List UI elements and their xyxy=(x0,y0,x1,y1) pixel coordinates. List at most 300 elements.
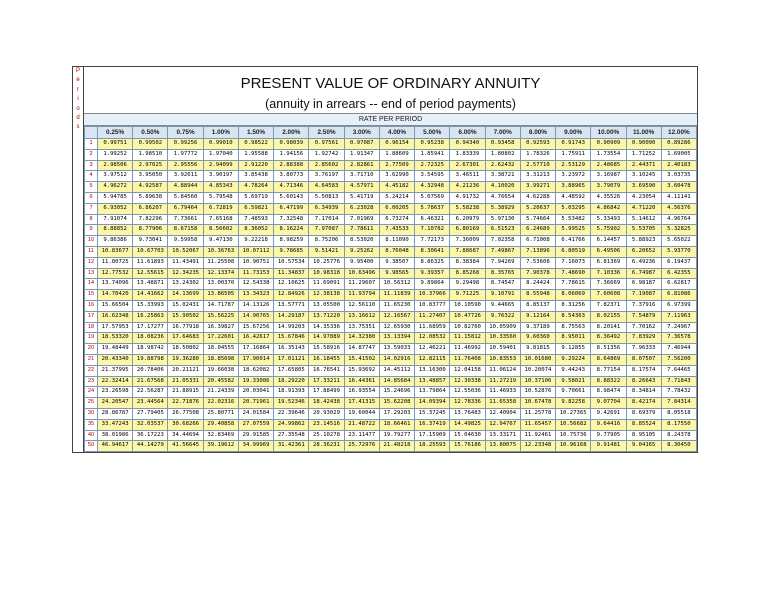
value-cell: 5.88923 xyxy=(626,236,661,247)
value-cell: 17.90014 xyxy=(238,354,273,365)
value-cell: 17.17277 xyxy=(133,322,168,333)
value-cell: 0.96154 xyxy=(379,139,414,150)
value-cell: 6.00205 xyxy=(379,203,414,214)
value-cell: 16.42617 xyxy=(238,333,273,344)
value-cell: 3.88965 xyxy=(556,182,591,193)
value-cell: 7.94269 xyxy=(485,257,520,268)
value-cell: 7.82296 xyxy=(133,214,168,225)
value-cell: 3.79079 xyxy=(591,182,626,193)
value-cell: 7.43533 xyxy=(379,225,414,236)
period-cell: 35 xyxy=(85,419,98,430)
value-cell: 1.69005 xyxy=(661,149,696,160)
value-cell: 16.44361 xyxy=(344,376,379,387)
period-cell: 40 xyxy=(85,430,98,441)
value-cell: 8.88852 xyxy=(98,225,133,236)
value-cell: 7.60608 xyxy=(591,290,626,301)
table-row xyxy=(85,300,697,311)
value-cell: 15.04630 xyxy=(450,430,485,441)
value-cell: 12.84926 xyxy=(274,290,309,301)
table-row xyxy=(85,387,697,398)
value-cell: 1.98510 xyxy=(133,149,168,160)
value-cell: 22.32414 xyxy=(98,376,133,387)
value-cell: 15.58916 xyxy=(309,344,344,355)
value-cell: 6.49506 xyxy=(591,246,626,257)
value-cell: 9.47130 xyxy=(203,236,238,247)
value-cell: 29.40858 xyxy=(203,419,238,430)
value-cell: 11.25778 xyxy=(520,408,555,419)
value-cell: 5.03295 xyxy=(556,203,591,214)
period-cell: 25 xyxy=(85,398,98,409)
value-cell: 4.91732 xyxy=(450,192,485,203)
value-cell: 23.14516 xyxy=(309,419,344,430)
value-cell: 1.71252 xyxy=(626,149,661,160)
value-cell: 0.92593 xyxy=(520,139,555,150)
rate-column-header: 1.50% xyxy=(238,127,273,139)
value-cell: 21.24339 xyxy=(203,387,238,398)
value-cell: 34.44694 xyxy=(168,430,203,441)
value-cell: 1.85941 xyxy=(415,149,450,160)
value-cell: 10.96168 xyxy=(556,441,591,452)
table-row xyxy=(85,398,697,409)
value-cell: 3.80773 xyxy=(274,171,309,182)
value-cell: 2.44371 xyxy=(626,160,661,171)
value-cell: 2.67301 xyxy=(450,160,485,171)
value-cell: 8.74547 xyxy=(485,279,520,290)
value-cell: 25.10278 xyxy=(309,430,344,441)
value-cell: 0.94340 xyxy=(450,139,485,150)
value-cell: 23.44564 xyxy=(133,398,168,409)
period-cell: 8 xyxy=(85,214,98,225)
periods-letter: i xyxy=(77,96,79,103)
value-cell: 0.98522 xyxy=(238,139,273,150)
value-cell: 10.56312 xyxy=(379,279,414,290)
value-cell: 1.92742 xyxy=(309,149,344,160)
value-cell: 8.85268 xyxy=(450,268,485,279)
value-cell: 5.53705 xyxy=(626,225,661,236)
value-cell: 10.63496 xyxy=(344,268,379,279)
value-cell: 7.73661 xyxy=(168,214,203,225)
value-cell: 10.83553 xyxy=(485,354,520,365)
value-cell: 11.65457 xyxy=(520,419,555,430)
value-cell: 7.11963 xyxy=(661,311,696,322)
period-cell: 14 xyxy=(85,279,98,290)
value-cell: 9.29498 xyxy=(450,279,485,290)
value-cell: 13.13394 xyxy=(379,333,414,344)
value-cell: 5.60143 xyxy=(274,192,309,203)
value-cell: 12.30338 xyxy=(450,376,485,387)
value-cell: 11.68959 xyxy=(415,322,450,333)
value-cell: 9.04165 xyxy=(626,441,661,452)
value-cell: 12.46221 xyxy=(415,344,450,355)
value-cell: 9.70661 xyxy=(556,387,591,398)
period-cell: 16 xyxy=(85,300,98,311)
value-cell: 5.65022 xyxy=(661,236,696,247)
value-cell: 1.99252 xyxy=(98,149,133,160)
value-cell: 12.94767 xyxy=(485,419,520,430)
value-cell: 18.98742 xyxy=(133,344,168,355)
value-cell: 9.73041 xyxy=(133,236,168,247)
period-cell: 6 xyxy=(85,192,98,203)
table-row xyxy=(85,365,697,376)
value-cell: 18.25593 xyxy=(415,441,450,452)
value-cell: 12.34235 xyxy=(168,268,203,279)
value-cell: 22.56287 xyxy=(133,387,168,398)
table-header-row xyxy=(85,127,697,139)
value-cell: 9.25262 xyxy=(344,246,379,257)
value-cell: 9.39357 xyxy=(415,268,450,279)
value-cell: 11.65358 xyxy=(485,398,520,409)
value-cell: 9.44243 xyxy=(556,365,591,376)
value-cell: 7.70162 xyxy=(626,322,661,333)
table-row xyxy=(85,171,697,182)
value-cell: 4.62288 xyxy=(520,192,555,203)
value-cell: 12.65930 xyxy=(379,322,414,333)
value-cell: 20.78406 xyxy=(133,365,168,376)
rate-column-header: 0.25% xyxy=(98,127,133,139)
value-cell: 24.01584 xyxy=(238,408,273,419)
period-cell: 24 xyxy=(85,387,98,398)
value-cell: 41.56645 xyxy=(168,441,203,452)
value-cell: 13.34323 xyxy=(238,290,273,301)
periods-letter: d xyxy=(76,115,80,122)
value-cell: 4.71346 xyxy=(274,182,309,193)
value-cell: 16.93554 xyxy=(344,387,379,398)
value-cell: 9.89864 xyxy=(415,279,450,290)
value-cell: 21.67568 xyxy=(133,376,168,387)
value-cell: 9.12164 xyxy=(520,311,555,322)
value-cell: 10.10590 xyxy=(450,300,485,311)
value-cell: 6.24689 xyxy=(520,225,555,236)
value-cell: 16.25863 xyxy=(133,311,168,322)
page-subtitle: (annuity in arrears -- end of period payments) xyxy=(265,97,516,111)
value-cell: 2.40183 xyxy=(661,160,696,171)
value-cell: 6.93052 xyxy=(98,203,133,214)
value-cell: 7.10336 xyxy=(591,268,626,279)
value-cell: 7.84314 xyxy=(661,398,696,409)
value-cell: 6.98187 xyxy=(626,279,661,290)
value-cell: 8.30641 xyxy=(415,246,450,257)
value-cell: 3.10245 xyxy=(626,171,661,182)
value-cell: 10.67703 xyxy=(133,246,168,257)
value-cell: 34.99969 xyxy=(238,441,273,452)
value-cell: 0.98039 xyxy=(274,139,309,150)
value-cell: 15.33993 xyxy=(133,300,168,311)
value-cell: 8.69379 xyxy=(626,408,661,419)
value-cell: 21.48218 xyxy=(379,441,414,452)
value-cell: 18.66461 xyxy=(379,419,414,430)
value-cell: 7.24967 xyxy=(661,322,696,333)
value-cell: 14.70420 xyxy=(98,290,133,301)
rate-column-header: 2.00% xyxy=(274,127,309,139)
value-cell: 12.56110 xyxy=(344,300,379,311)
value-cell: 7.78615 xyxy=(556,279,591,290)
value-cell: 6.74987 xyxy=(626,268,661,279)
value-cell: 10.33560 xyxy=(485,333,520,344)
value-cell: 14.13699 xyxy=(168,290,203,301)
value-cell: 8.51356 xyxy=(591,344,626,355)
value-cell: 13.05500 xyxy=(309,300,344,311)
value-cell: 11.27219 xyxy=(485,376,520,387)
value-cell: 13.79864 xyxy=(415,387,450,398)
value-cell: 5.20637 xyxy=(520,203,555,214)
value-cell: 2.53129 xyxy=(556,160,591,171)
value-cell: 2.94099 xyxy=(203,160,238,171)
value-cell: 9.77905 xyxy=(591,430,626,441)
periods-letter: r xyxy=(77,86,79,93)
value-cell: 18.08236 xyxy=(133,333,168,344)
value-cell: 12.10625 xyxy=(274,279,309,290)
value-cell: 17.01121 xyxy=(274,354,309,365)
value-cell: 3.97512 xyxy=(98,171,133,182)
value-cell: 28.86787 xyxy=(98,408,133,419)
value-cell: 18.53320 xyxy=(98,333,133,344)
value-cell: 9.81815 xyxy=(520,344,555,355)
value-cell: 6.47199 xyxy=(274,203,309,214)
value-cell: 11.69091 xyxy=(309,279,344,290)
value-cell: 1.83339 xyxy=(450,149,485,160)
value-cell: 21.88915 xyxy=(168,387,203,398)
period-cell: 2 xyxy=(85,149,98,160)
value-cell: 5.99525 xyxy=(556,225,591,236)
value-cell: 10.82760 xyxy=(450,322,485,333)
value-cell: 17.29203 xyxy=(379,408,414,419)
periods-letter: s xyxy=(76,124,80,131)
value-cell: 11.29607 xyxy=(344,279,379,290)
value-cell: 12.55615 xyxy=(133,268,168,279)
period-cell: 9 xyxy=(85,225,98,236)
value-cell: 32.83469 xyxy=(203,430,238,441)
value-cell: 13.00370 xyxy=(203,279,238,290)
value-cell: 7.88687 xyxy=(450,246,485,257)
value-cell: 9.37189 xyxy=(520,322,555,333)
value-cell: 0.99256 xyxy=(168,139,203,150)
value-cell: 17.33211 xyxy=(309,376,344,387)
value-cell: 16.39827 xyxy=(203,322,238,333)
period-cell: 20 xyxy=(85,344,98,355)
value-cell: 1.97040 xyxy=(203,149,238,160)
value-cell: 1.75911 xyxy=(556,149,591,160)
value-cell: 11.93794 xyxy=(344,290,379,301)
value-cell: 2.97025 xyxy=(133,160,168,171)
value-cell: 13.16612 xyxy=(344,311,379,322)
value-cell: 4.21236 xyxy=(450,182,485,193)
value-cell: 2.77509 xyxy=(379,160,414,171)
value-cell: 10.56682 xyxy=(556,419,591,430)
value-cell: 0.89286 xyxy=(661,139,696,150)
value-cell: 7.72173 xyxy=(415,236,450,247)
value-cell: 15.41502 xyxy=(344,354,379,365)
value-cell: 21.37995 xyxy=(98,365,133,376)
table-row xyxy=(85,311,697,322)
value-cell: 13.86505 xyxy=(203,290,238,301)
sheet-body xyxy=(84,67,697,452)
value-cell: 5.07569 xyxy=(415,192,450,203)
value-cell: 18.04555 xyxy=(203,344,238,355)
value-cell: 10.05909 xyxy=(485,322,520,333)
value-cell: 8.54363 xyxy=(556,311,591,322)
value-cell: 14.35336 xyxy=(309,322,344,333)
value-cell: 12.54338 xyxy=(238,279,273,290)
rate-column-header: 6.00% xyxy=(450,127,485,139)
value-cell: 15.02431 xyxy=(168,300,203,311)
value-cell: 5.79548 xyxy=(203,192,238,203)
period-cell: 3 xyxy=(85,160,98,171)
table-row xyxy=(85,376,697,387)
value-cell: 13.74096 xyxy=(98,279,133,290)
value-cell: 3.16987 xyxy=(591,171,626,182)
value-cell: 9.12855 xyxy=(556,344,591,355)
period-cell: 10 xyxy=(85,236,98,247)
value-cell: 8.77154 xyxy=(591,365,626,376)
table-row xyxy=(85,268,697,279)
value-cell: 7.54879 xyxy=(626,311,661,322)
value-cell: 18.29220 xyxy=(274,376,309,387)
value-cell: 3.69590 xyxy=(626,182,661,193)
value-cell: 2.57710 xyxy=(520,160,555,171)
table-row xyxy=(85,225,697,236)
value-cell: 10.59401 xyxy=(485,344,520,355)
value-cell: 6.42355 xyxy=(661,268,696,279)
value-cell: 8.17574 xyxy=(626,365,661,376)
value-cell: 20.03041 xyxy=(238,387,273,398)
period-cell: 17 xyxy=(85,311,98,322)
rate-column-header: 7.00% xyxy=(485,127,520,139)
value-cell: 12.04158 xyxy=(450,365,485,376)
value-cell: 8.16224 xyxy=(274,225,309,236)
table-row xyxy=(85,182,697,193)
value-cell: 30.68266 xyxy=(168,419,203,430)
value-cell: 6.79464 xyxy=(168,203,203,214)
value-cell: 8.31256 xyxy=(556,300,591,311)
value-cell: 6.20652 xyxy=(626,246,661,257)
value-cell: 8.64869 xyxy=(591,354,626,365)
value-cell: 19.88798 xyxy=(133,354,168,365)
value-cell: 0.99010 xyxy=(203,139,238,150)
table-row xyxy=(85,139,697,150)
value-cell: 11.76408 xyxy=(450,354,485,365)
value-cell: 33.47243 xyxy=(98,419,133,430)
value-cell: 13.48857 xyxy=(415,376,450,387)
value-cell: 5.41719 xyxy=(344,192,379,203)
rate-column-header: 8.00% xyxy=(520,127,555,139)
value-cell: 12.55036 xyxy=(450,387,485,398)
value-cell: 9.86386 xyxy=(98,236,133,247)
value-cell: 19.66038 xyxy=(203,365,238,376)
value-cell: 14.32380 xyxy=(344,333,379,344)
value-cell: 3.85438 xyxy=(238,171,273,182)
value-cell: 7.17014 xyxy=(309,214,344,225)
value-cell: 3.60478 xyxy=(661,182,696,193)
value-cell: 18.42438 xyxy=(309,398,344,409)
value-cell: 15.67256 xyxy=(238,322,273,333)
value-cell: 1.88609 xyxy=(379,149,414,160)
value-cell: 10.37966 xyxy=(415,290,450,301)
value-cell: 2.72325 xyxy=(415,160,450,171)
value-cell: 8.35765 xyxy=(485,268,520,279)
value-cell: 7.02358 xyxy=(485,236,520,247)
value-cell: 1.73554 xyxy=(591,149,626,160)
value-cell: 0.99502 xyxy=(133,139,168,150)
value-cell: 8.42174 xyxy=(626,398,661,409)
value-cell: 15.66504 xyxy=(98,300,133,311)
value-cell: 14.13126 xyxy=(238,300,273,311)
value-cell: 3.54595 xyxy=(415,171,450,182)
value-cell: 32.03537 xyxy=(133,419,168,430)
value-cell: 4.88944 xyxy=(168,182,203,193)
value-cell: 6.20979 xyxy=(450,214,485,225)
value-cell: 5.58238 xyxy=(450,203,485,214)
value-cell: 5.75902 xyxy=(591,225,626,236)
value-cell: 4.56376 xyxy=(661,203,696,214)
value-cell: 9.29224 xyxy=(556,354,591,365)
period-cell: 7 xyxy=(85,203,98,214)
value-cell: 21.48722 xyxy=(344,419,379,430)
value-cell: 11.43491 xyxy=(168,257,203,268)
value-cell: 11.27407 xyxy=(415,311,450,322)
value-cell: 23.26598 xyxy=(98,387,133,398)
period-cell: 21 xyxy=(85,354,98,365)
rate-column-header: 3.00% xyxy=(344,127,379,139)
period-cell: 30 xyxy=(85,408,98,419)
value-cell: 10.75736 xyxy=(556,430,591,441)
value-cell: 3.38721 xyxy=(485,171,520,182)
value-cell: 8.75206 xyxy=(309,236,344,247)
value-cell: 14.87747 xyxy=(344,344,379,355)
value-cell: 22.39646 xyxy=(274,408,309,419)
value-cell: 5.69719 xyxy=(238,192,273,203)
value-cell: 10.52876 xyxy=(520,387,555,398)
value-cell: 7.48690 xyxy=(556,268,591,279)
value-cell: 15.24696 xyxy=(379,387,414,398)
value-cell: 15.37245 xyxy=(415,408,450,419)
value-cell: 24.20547 xyxy=(98,398,133,409)
value-cell: 3.03735 xyxy=(661,171,696,182)
value-cell: 6.19437 xyxy=(661,257,696,268)
value-cell: 0.91743 xyxy=(556,139,591,150)
value-cell: 4.11141 xyxy=(661,192,696,203)
value-cell: 7.83929 xyxy=(626,333,661,344)
value-cell: 3.46511 xyxy=(450,171,485,182)
value-cell: 4.48592 xyxy=(556,192,591,203)
value-cell: 4.64583 xyxy=(309,182,344,193)
value-cell: 1.91347 xyxy=(344,149,379,160)
value-cell: 1.95588 xyxy=(238,149,273,160)
rate-column-header: 10.00% xyxy=(591,127,626,139)
value-cell: 19.60044 xyxy=(344,408,379,419)
value-cell: 4.78264 xyxy=(238,182,273,193)
value-cell: 10.57534 xyxy=(274,257,309,268)
value-cell: 9.71225 xyxy=(450,290,485,301)
value-cell: 13.57771 xyxy=(274,300,309,311)
value-cell: 7.19087 xyxy=(626,290,661,301)
value-cell: 2.95556 xyxy=(168,160,203,171)
value-cell: 8.07507 xyxy=(626,354,661,365)
value-cell: 20.45582 xyxy=(203,376,238,387)
value-cell: 19.52346 xyxy=(274,398,309,409)
value-cell: 27.07559 xyxy=(238,419,273,430)
value-cell: 0.99751 xyxy=(98,139,133,150)
value-cell: 3.62990 xyxy=(379,171,414,182)
value-cell: 4.35526 xyxy=(591,192,626,203)
value-cell: 11.92461 xyxy=(520,430,555,441)
value-cell: 13.75351 xyxy=(344,322,379,333)
value-cell: 7.64465 xyxy=(661,365,696,376)
value-cell: 7.65168 xyxy=(203,214,238,225)
value-cell: 12.16567 xyxy=(379,311,414,322)
value-cell: 9.38507 xyxy=(379,257,414,268)
value-cell: 10.36763 xyxy=(203,246,238,257)
value-cell: 9.76322 xyxy=(485,311,520,322)
